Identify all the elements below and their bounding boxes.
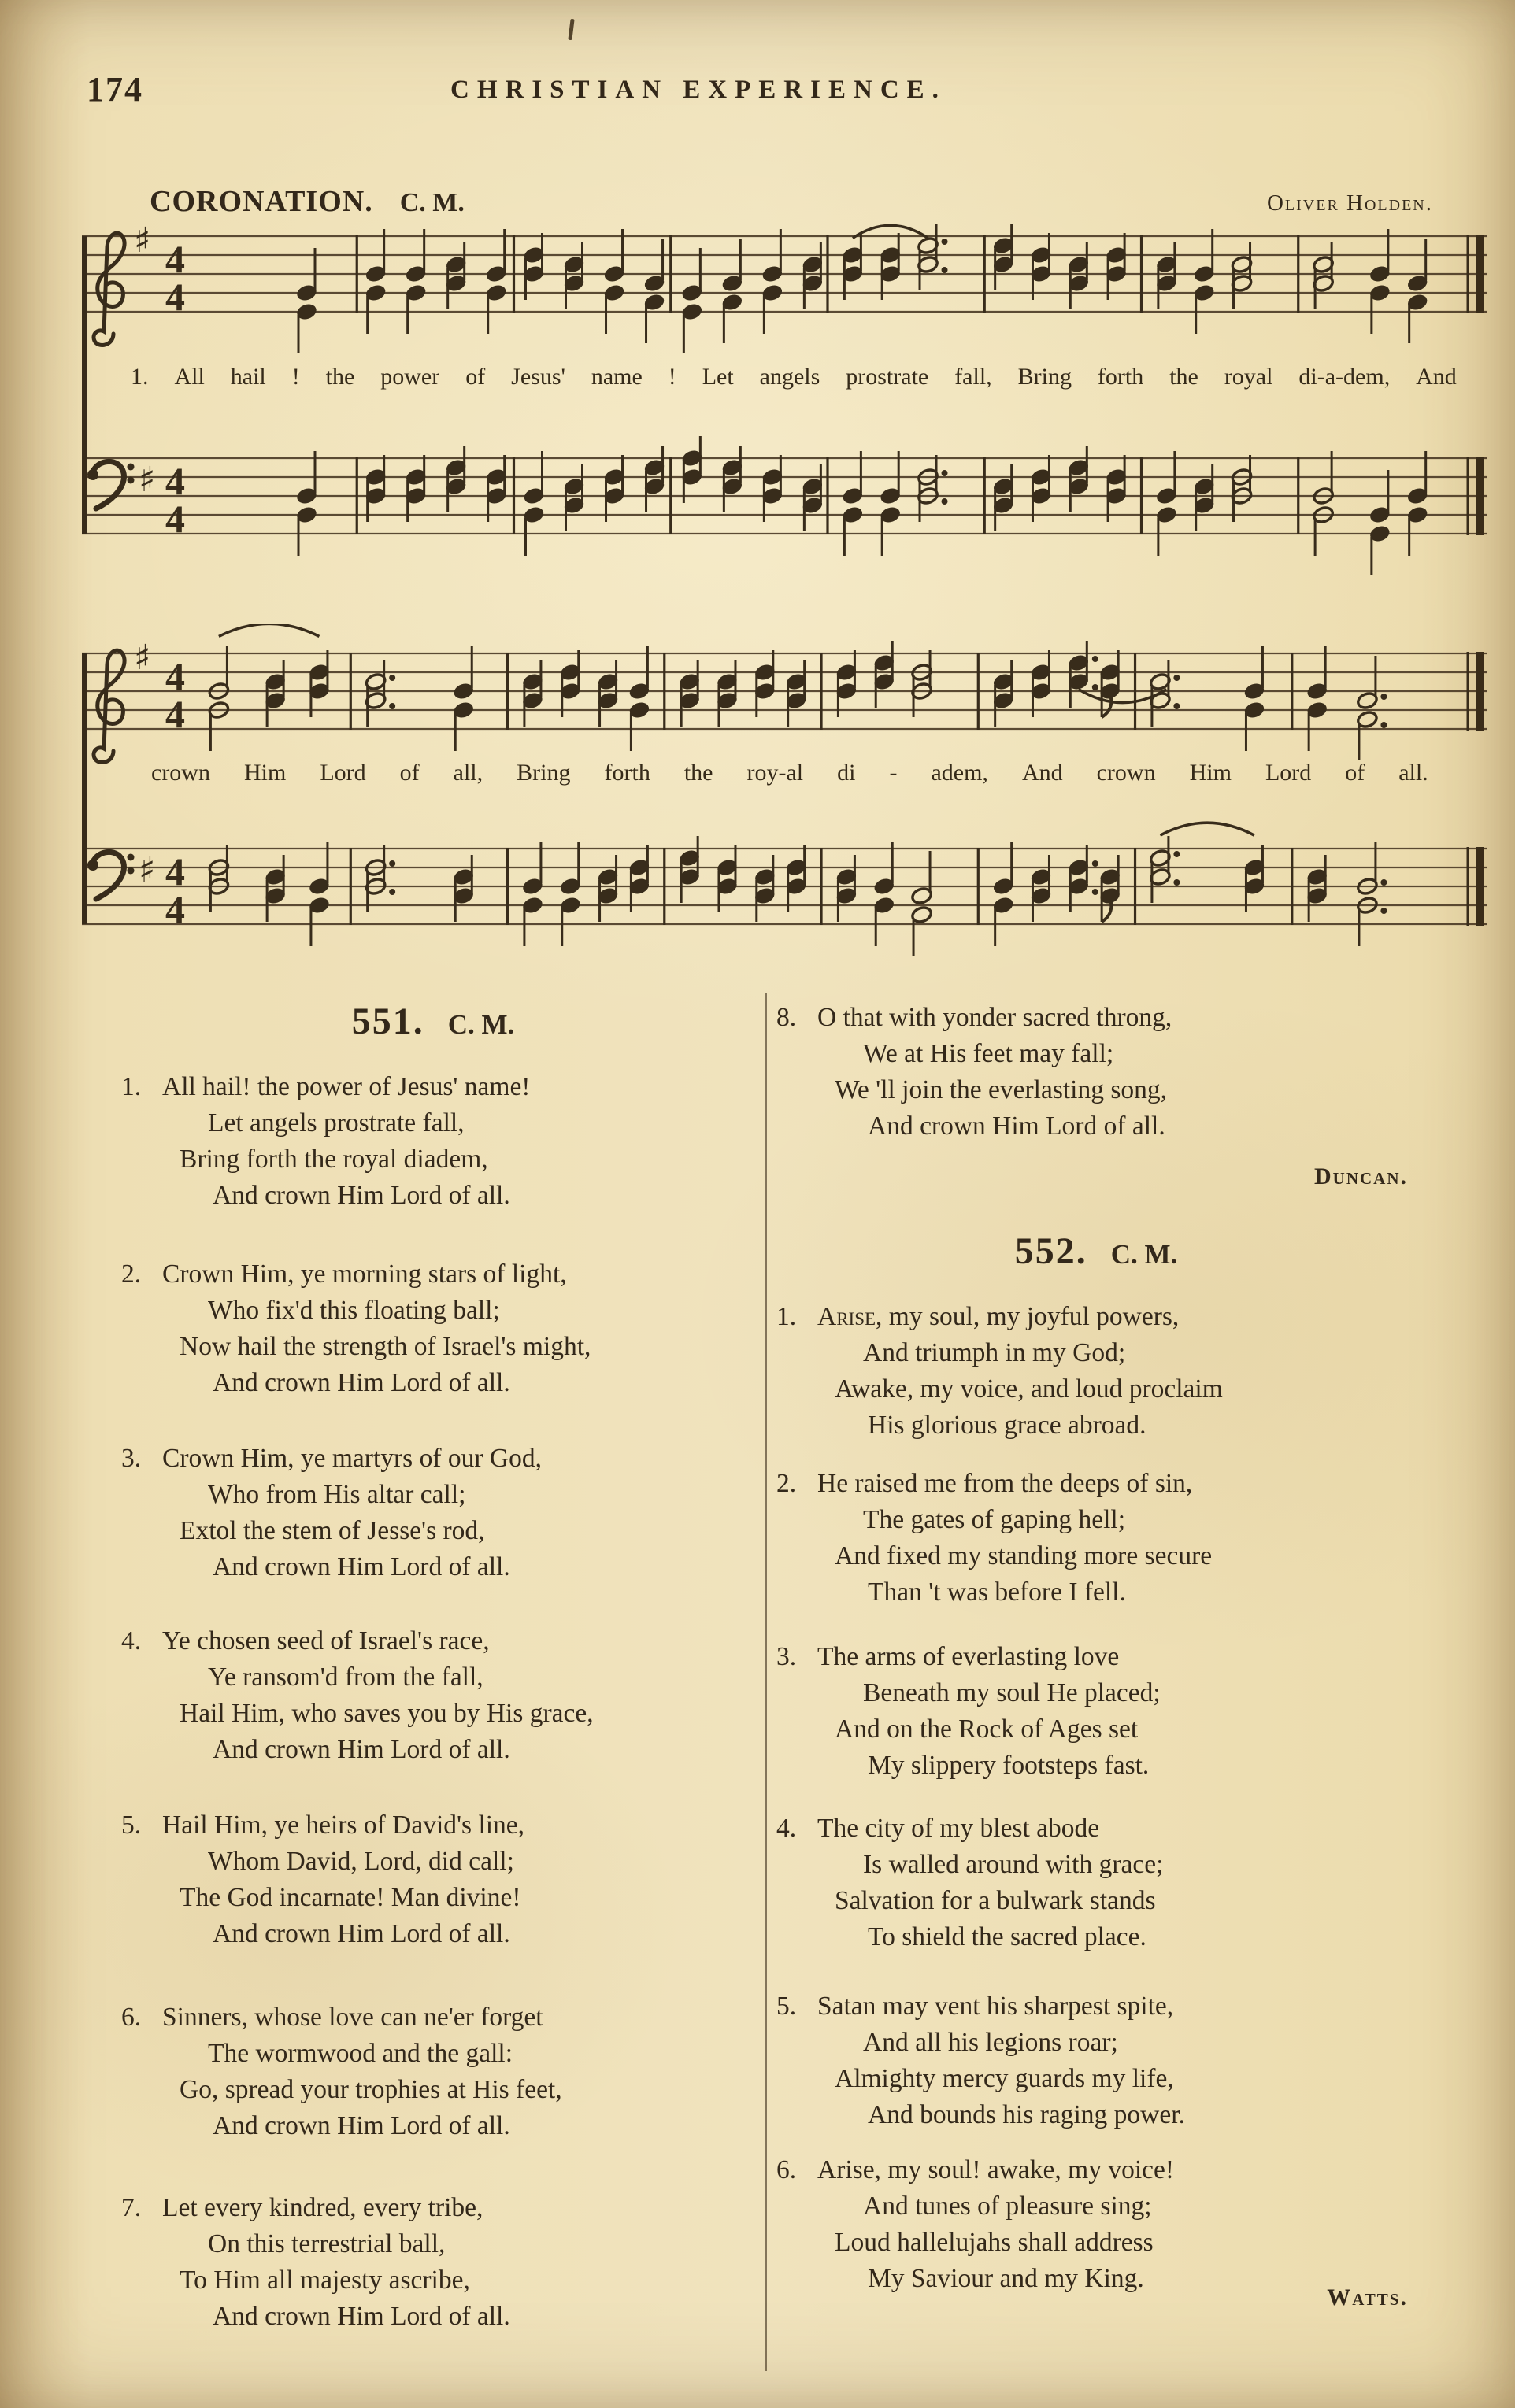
- lyric-word: crown: [151, 760, 210, 786]
- verse-line: The God incarnate! Man divine!: [180, 1883, 521, 1912]
- verse-number: 5.: [776, 1992, 797, 2021]
- lyric-word: royal: [1224, 364, 1273, 390]
- lyric-word: !: [291, 364, 300, 390]
- verse-line: 1. All hail! the power of Jesus' name!: [162, 1069, 748, 1105]
- hymn-552-number: 552.: [1014, 1230, 1087, 1272]
- verse-number: 4.: [776, 1814, 797, 1843]
- lyric-word: the: [1169, 364, 1198, 390]
- system-start-barline: [82, 236, 87, 534]
- sharp-icon: ♯: [139, 850, 156, 890]
- lyric-word: forth: [604, 760, 650, 786]
- lyric-word: of: [465, 364, 486, 390]
- lyric-word: All: [174, 364, 205, 390]
- time-signature: 4: [165, 237, 185, 281]
- lyric-word: And: [1416, 364, 1457, 390]
- hymn-verse: [773, 1299, 1419, 1444]
- lyric-word: fall,: [954, 364, 992, 390]
- verse-line: 4. Ye chosen seed of Israel's race,: [162, 1623, 748, 1659]
- verse-line: 1. Arise, my soul, my joyful powers,: [817, 1299, 1419, 1335]
- lyric-word: forth: [1097, 364, 1144, 390]
- lyric-word: adem,: [931, 760, 988, 786]
- hymn-verse: [118, 1807, 748, 1952]
- hymn-551-number: 551.: [351, 1001, 424, 1042]
- verse-line: We at His feet may fall;: [863, 1039, 1114, 1068]
- verse-line: Ye ransom'd from the fall,: [208, 1663, 483, 1692]
- verse-line: Bring forth the royal diadem,: [180, 1145, 488, 1174]
- verse-number: 1.: [121, 1072, 142, 1101]
- verse-number: 6.: [776, 2155, 797, 2184]
- verse-line: And fixed my standing more secure: [835, 1541, 1213, 1570]
- verse-line: 2. He raised me from the deeps of sin,: [817, 1466, 1419, 1502]
- verse-line: And crown Him Lord of all.: [213, 1368, 510, 1397]
- lyric-word: 1.: [131, 364, 149, 390]
- hymn-verse: [118, 1441, 748, 1585]
- hymn-verse: [773, 1811, 1419, 1955]
- lyric-word: crown: [1096, 760, 1156, 786]
- verse-line: Than 't was before I fell.: [868, 1578, 1126, 1607]
- sharp-icon: ♯: [139, 460, 156, 500]
- verse-line: 3. Crown Him, ye martyrs of our God,: [162, 1441, 748, 1477]
- attribution-duncan: Duncan.: [1314, 1163, 1408, 1189]
- final-barline: [1476, 235, 1484, 313]
- time-signature: 4: [165, 654, 185, 698]
- verse-line: Almighty mercy guards my life,: [835, 2064, 1174, 2093]
- verse-line: And crown Him Lord of all.: [213, 1735, 510, 1764]
- verse-line: His glorious grace abroad.: [868, 1411, 1146, 1440]
- hymn-552-heading: [773, 1230, 1419, 1273]
- verse-number: 2.: [121, 1259, 142, 1289]
- verse-line: Is walled around with grace;: [863, 1850, 1164, 1879]
- lyric-word: roy-al: [746, 760, 804, 786]
- verse-line: And triumph in my God;: [863, 1338, 1126, 1367]
- attribution-watts: Watts.: [1327, 2284, 1408, 2310]
- lyric-word: Let: [702, 364, 734, 390]
- verse-line: Awake, my voice, and loud proclaim: [835, 1374, 1223, 1404]
- hymn-verse: [773, 1466, 1419, 1611]
- lyric-word: all.: [1398, 760, 1428, 786]
- score-lyric-line: [151, 760, 1428, 786]
- lyric-word: name: [591, 364, 643, 390]
- verse-line: Who fix'd this floating ball;: [208, 1296, 500, 1325]
- verse-line: 3. The arms of everlasting love: [817, 1639, 1419, 1675]
- verse-number: 3.: [776, 1642, 797, 1671]
- lyric-word: the: [325, 364, 355, 390]
- verse-line: The gates of gaping hell;: [863, 1505, 1126, 1534]
- verse-line: On this terrestrial ball,: [208, 2229, 446, 2258]
- verse-number: 5.: [121, 1811, 142, 1840]
- verse-line: And crown Him Lord of all.: [213, 1919, 510, 1948]
- verse-line: And crown Him Lord of all.: [213, 2111, 510, 2140]
- lyric-word: power: [380, 364, 440, 390]
- verse-line: Let angels prostrate fall,: [208, 1108, 465, 1137]
- lyric-word: Bring: [517, 760, 571, 786]
- lyric-word: di: [837, 760, 856, 786]
- verse-line: 7. Let every kindred, every tribe,: [162, 2190, 748, 2226]
- verse-line: And tunes of pleasure sing;: [863, 2192, 1152, 2221]
- time-signature: 4: [165, 692, 185, 736]
- verse-line: And crown Him Lord of all.: [213, 2302, 510, 2331]
- lyric-word: Him: [243, 760, 287, 786]
- lyric-word: Bring: [1017, 364, 1072, 390]
- sharp-icon: ♯: [134, 638, 151, 678]
- hymn-verse: [773, 1639, 1419, 1784]
- verse-line: Loud hallelujahs shall address: [835, 2228, 1154, 2257]
- small-caps-lead: Arise,: [817, 1302, 883, 1331]
- lyric-word: -: [889, 760, 898, 786]
- page-number: 174: [87, 70, 143, 109]
- verse-number: 4.: [121, 1626, 142, 1655]
- hymn-551-heading: [118, 1000, 748, 1043]
- lyric-word: Him: [1189, 760, 1232, 786]
- verse-line: Who from His altar call;: [208, 1480, 466, 1509]
- lyric-word: of: [399, 760, 420, 786]
- final-barline: [1476, 457, 1484, 535]
- hymn-verse: [118, 1069, 748, 1214]
- time-signature: 4: [165, 849, 185, 893]
- verse-line: My Saviour and my King.: [868, 2264, 1144, 2293]
- verse-line: And on the Rock of Ages set: [835, 1714, 1139, 1744]
- composer-credit: Oliver Holden.: [1266, 190, 1433, 216]
- sharp-icon: ♯: [134, 220, 151, 261]
- final-barline: [1476, 847, 1484, 926]
- verse-line: We 'll join the everlasting song,: [835, 1075, 1168, 1104]
- lyric-word: prostrate: [846, 364, 929, 390]
- verse-line: 6. Arise, my soul! awake, my voice!: [817, 2152, 1419, 2188]
- verse-line: Go, spread your trophies at His feet,: [180, 2075, 562, 2104]
- verse-line: 5. Satan may vent his sharpest spite,: [817, 1988, 1419, 2025]
- verse-line: Hail Him, who saves you by His grace,: [180, 1699, 594, 1728]
- verse-line: 8. O that with yonder sacred throng,: [817, 1000, 1419, 1036]
- lyric-word: Lord: [320, 760, 366, 786]
- verse-line: My slippery footsteps fast.: [868, 1751, 1150, 1780]
- verse-number: 7.: [121, 2193, 142, 2222]
- verse-number: 3.: [121, 1444, 142, 1473]
- verse-line: 4. The city of my blest abode: [817, 1811, 1419, 1847]
- verse-number: 1.: [776, 1302, 797, 1331]
- hymn-verse: [118, 1256, 748, 1401]
- lyric-word: Lord: [1265, 760, 1312, 786]
- time-signature: 4: [165, 887, 185, 931]
- lyric-word: of: [1345, 760, 1365, 786]
- verse-line: 6. Sinners, whose love can ne'er forget: [162, 1999, 748, 2036]
- verse-number: 6.: [121, 2003, 142, 2032]
- verse-line: To Him all majesty ascribe,: [180, 2266, 470, 2295]
- score-lyric-line: [131, 364, 1457, 390]
- verse-line: Extol the stem of Jesse's rod,: [180, 1516, 485, 1545]
- verse-line: 2. Crown Him, ye morning stars of light,: [162, 1256, 748, 1293]
- verse-line: Now hail the strength of Israel's might,: [180, 1332, 591, 1361]
- lyric-word: And: [1021, 760, 1063, 786]
- tune-title: CORONATION.: [150, 185, 373, 218]
- system-start-barline: [82, 653, 87, 924]
- verse-number: 8.: [776, 1003, 797, 1032]
- lyric-word: all,: [453, 760, 483, 786]
- hymn-verse: [118, 2190, 748, 2335]
- verse-line: Beneath my soul He placed;: [863, 1678, 1161, 1707]
- verse-line: And bounds his raging power.: [868, 2100, 1185, 2129]
- lyric-word: !: [668, 364, 676, 390]
- lyric-word: di-a-dem,: [1298, 364, 1391, 390]
- time-signature: 4: [165, 459, 185, 503]
- lyric-word: hail: [230, 364, 266, 390]
- final-barline: [1476, 652, 1484, 731]
- verse-number: 2.: [776, 1469, 797, 1498]
- lyric-word: the: [683, 760, 713, 786]
- verse-line: And all his legions roar;: [863, 2028, 1118, 2057]
- hymn-column-right: [773, 0, 1419, 2408]
- verse-line: And crown Him Lord of all.: [213, 1181, 510, 1210]
- lyric-word: angels: [759, 364, 820, 390]
- time-signature: 4: [165, 497, 185, 541]
- hymn-551-meter: C. M.: [447, 1009, 515, 1040]
- time-signature: 4: [165, 275, 185, 319]
- lyric-word: Jesus': [511, 364, 565, 390]
- verse-line: Whom David, Lord, did call;: [208, 1847, 514, 1876]
- column-divider: [765, 993, 767, 2371]
- verse-line: To shield the sacred place.: [868, 1922, 1146, 1951]
- verse-line: 5. Hail Him, ye heirs of David's line,: [162, 1807, 748, 1844]
- hymn-verse: [118, 1999, 748, 2144]
- hymn-552-meter: C. M.: [1110, 1239, 1178, 1270]
- tune-meter: C. M.: [399, 188, 465, 217]
- verse-line: The wormwood and the gall:: [208, 2039, 513, 2068]
- running-head: CHRISTIAN EXPERIENCE.: [450, 76, 946, 104]
- hymn-column-left: [118, 0, 748, 2408]
- hymn-verse: [773, 2152, 1419, 2297]
- verse-line: Salvation for a bulwark stands: [835, 1886, 1156, 1915]
- verse-line: And crown Him Lord of all.: [868, 1112, 1165, 1141]
- hymn-verse: [118, 1623, 748, 1768]
- hymn-verse: [773, 1988, 1419, 2133]
- verse-line: And crown Him Lord of all.: [213, 1552, 510, 1581]
- hymn-verse: [773, 1000, 1419, 1145]
